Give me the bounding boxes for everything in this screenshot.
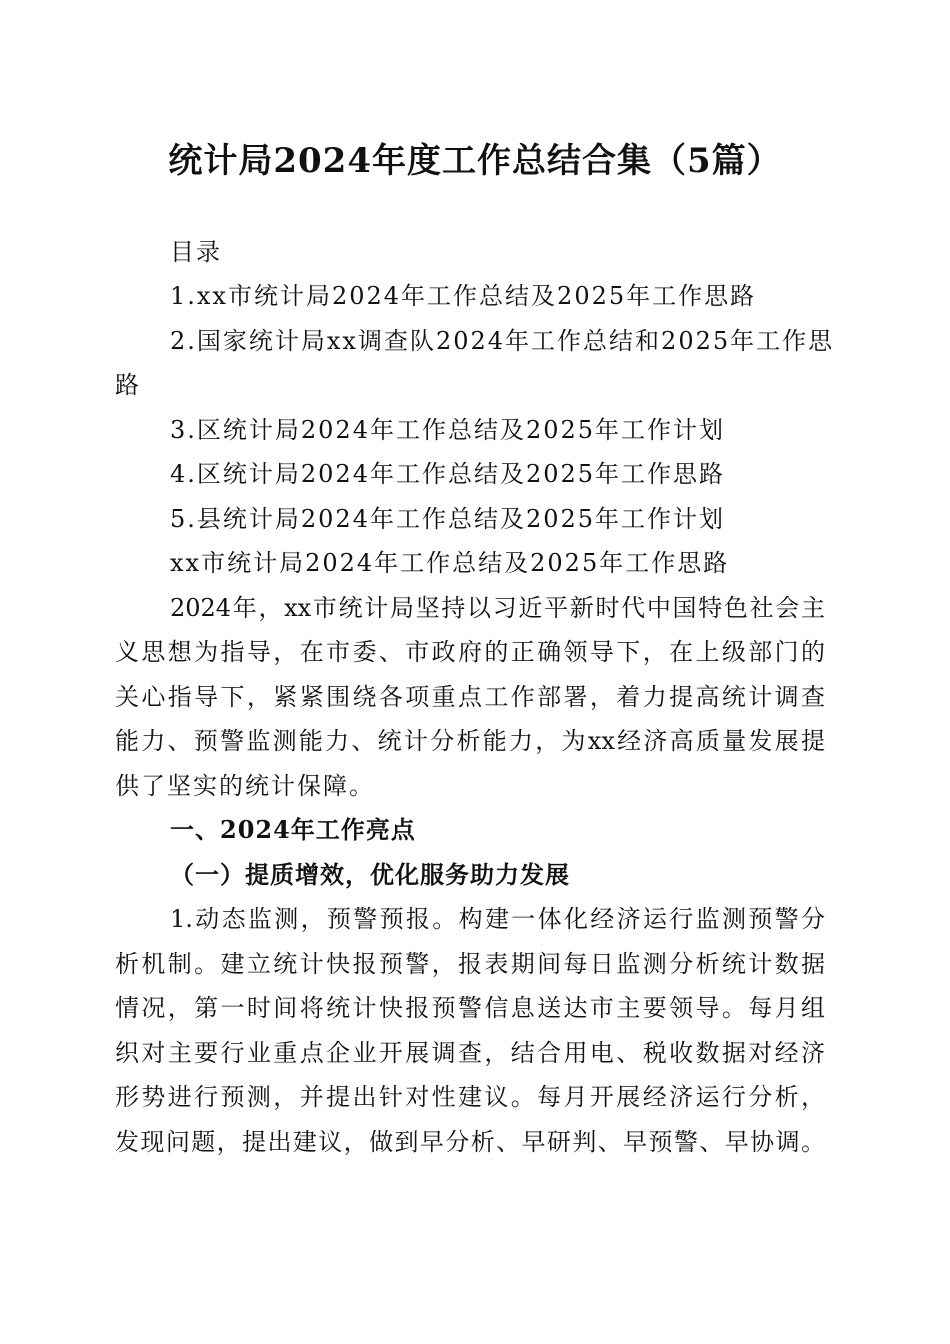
section-heading: 一、2024年工作亮点 xyxy=(170,815,416,844)
body-line-1: 1.动态监测，预警预报。构建一体化经济运行监测预警分 xyxy=(170,905,825,933)
toc-item-3: 3.区统计局2024年工作总结及2025年工作计划 xyxy=(170,416,726,444)
intro-line-1: 2024年，xx市统计局坚持以习近平新时代中国特色社会主 xyxy=(170,594,825,622)
body-line-3: 情况，第一时间将统计快报预警信息送达市主要领导。每月组 xyxy=(115,994,825,1022)
article-title: xx市统计局2024年工作总结及2025年工作思路 xyxy=(170,549,730,577)
toc-item-2-continued: 路 xyxy=(115,371,141,399)
toc-item-2: 2.国家统计局xx调查队2024年工作总结和2025年工作思 xyxy=(170,327,835,355)
body-line-6: 发现问题，提出建议，做到早分析、早研判、早预警、早协调。 xyxy=(115,1128,825,1156)
toc-item-5: 5.县统计局2024年工作总结及2025年工作计划 xyxy=(170,505,726,533)
toc-item-4: 4.区统计局2024年工作总结及2025年工作思路 xyxy=(170,460,726,488)
body-line-5: 形势进行预测，并提出针对性建议。每月开展经济运行分析， xyxy=(115,1083,825,1111)
body-line-2: 析机制。建立统计快报预警，报表期间每日监测分析统计数据 xyxy=(115,950,825,978)
body-line-4: 织对主要行业重点企业开展调查，结合用电、税收数据对经济 xyxy=(115,1039,825,1067)
document-title: 统计局2024年度工作总结合集（5篇） xyxy=(168,141,782,181)
subsection-heading: （一）提质增效，优化服务助力发展 xyxy=(170,860,570,889)
intro-line-5: 供了坚实的统计保障。 xyxy=(115,772,375,800)
toc-heading: 目录 xyxy=(170,238,222,266)
intro-line-2: 义思想为指导，在市委、市政府的正确领导下，在上级部门的 xyxy=(115,638,825,666)
intro-line-4: 能力、预警监测能力、统计分析能力，为xx经济高质量发展提 xyxy=(115,727,825,755)
toc-item-1: 1.xx市统计局2024年工作总结及2025年工作思路 xyxy=(170,282,757,310)
intro-line-3: 关心指导下，紧紧围绕各项重点工作部署，着力提高统计调查 xyxy=(115,683,825,711)
